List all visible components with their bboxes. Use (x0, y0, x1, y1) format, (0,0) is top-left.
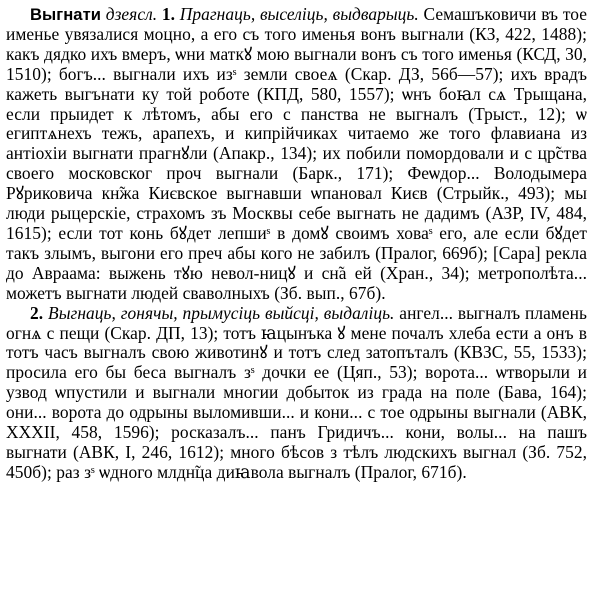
sense-2-paragraph (6, 304, 587, 483)
sense-1-text: Семашъковичи въ тое именье увязалися моцно, а его съ того именья вонъ выгнали (КЗ, 422, 1488); какъ дядко ихъ вмеръ, ѡни маткꙋ мою выгнали вонъ съ того именья (КСД, 30, 1510); богъ... выгнали ихъ изˢ земли своеѧ (Скар. ДЗ, 56б—57); ихъ врадъ кажеть выгънати ку той роботе (КПД, 580, 1557); ѡнъ боꙗл сѧ Трыщана, если прыидет к лѣтомъ, абы его с панства не выгналъ (Трыст., 12); ѡ египтѧнехъ тежъ, арапехъ, и кипрійчиках читаемо же того флавиана из антіохіи выгнати прагнꙋли (Апакр., 134); их побили помордовали и с цр̃ства своего московског проч выгнали (Барк., 171); Феѡдор... Володымера Рꙋриковича кн̃жа Києвское выгнавши ѡпановал Києв (Стрыйк., 493); мы люди рыцерскіе, страхомъ зъ Москвы себе выгнать не дадимъ (АЗР, IV, 484, 1615); если тот конь бꙋдет лепшиˢ в домꙋ своимъ ховаˢ его, але если бꙋдет такъ злымъ, выгони его преч абы кого не забилъ (Пралог, 669б); [Сара] рекла до Авраама: выжень тꙋю невол-ницꙋ и сн̃а ей (Хран., 34); метрополѣта... можетъ выгнати людей сваволныхъ (Зб. вып., 67б). (6, 4, 587, 303)
sense-2-gloss: Выгнаць, гонячы, прымусіць выйсці, выдаліць. (48, 302, 395, 323)
headword: Выгнати (30, 5, 101, 24)
dictionary-page (6, 5, 587, 483)
sense-1-number: 1. (161, 4, 176, 24)
grammar-label: дзеясл. (105, 4, 158, 24)
sense-1-paragraph (6, 5, 587, 304)
sense-2-text: ангел... выгналъ пламень огнѧ с пещи (Скар. ДП, 13); тотъ ꙗцынъка ꙋ мене почалъ хлеба ести а онъ в тотъ часъ выгналъ свою животинꙋ и тотъ след затопъталъ (КВЗС, 55, 1533); просила его бы беса выгналъ зˢ дочки ее (Цяп., 53); ворота... ѡтворыли и узвод ѡпустили и выгнали многии добыток из града на поле (Бава, 164); они... ворота до одрыны выломивши... и кони... с тое одрыны выгнали (АВК, XXXII, 458, 1596); росказалъ... панъ Гридичъ... кони, волы... на пашъ выгнати (АВК, I, 246, 1612); много бѣсов з тѣлъ людскихъ выгнал (Зб. 752, 450б); раз зˢ ѡдного млдн̃ца диꙗвола выгналъ (Пралог, 671б). (6, 302, 588, 482)
sense-1-gloss: Прагнаць, выселіць, выдварыць. (179, 4, 419, 24)
sense-2-number: 2. (30, 302, 44, 323)
